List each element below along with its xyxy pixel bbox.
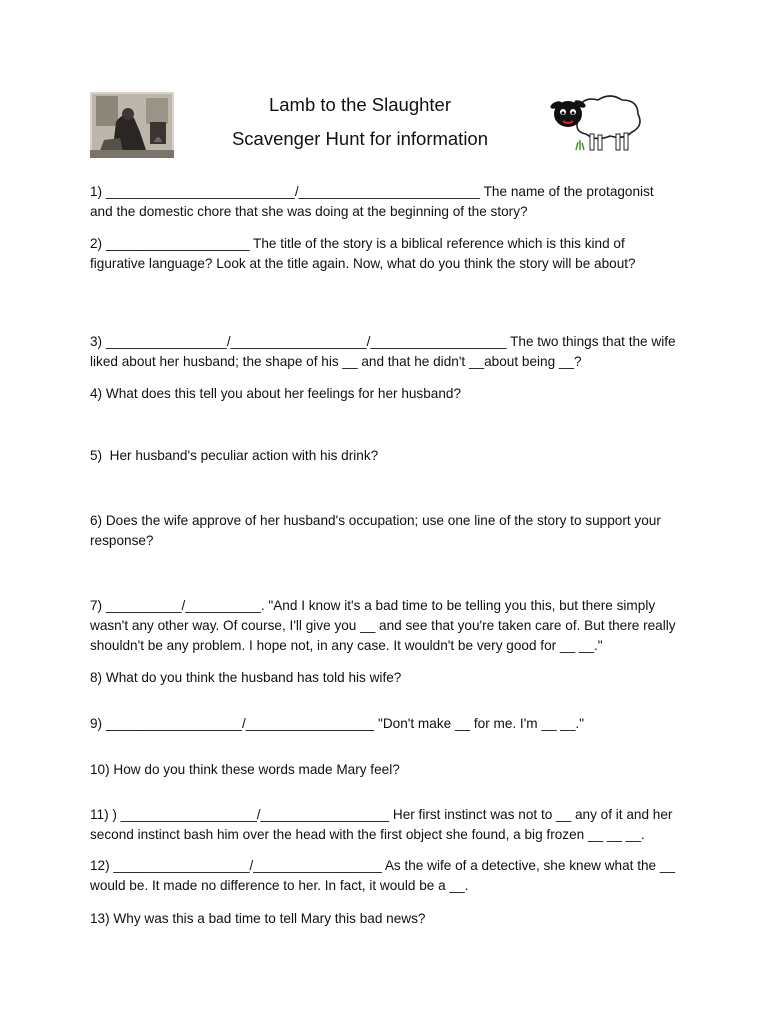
question-12: 12) __________________/_________________ As the wife of a detective, she knew what the __ would be. It made no difference to her. In fact, it would be a __. [90,858,679,893]
question-1: 1) _________________________/________________________ The name of the protagonist and the domestic chore that she was doing at the beginning of the story? [90,184,658,219]
question-11: 11) ) __________________/_________________ Her first instinct was not to __ any of it and her second instinct bash him over the head with the first object she found, a big frozen __ __ __. [90,807,677,842]
question-5: 5) Her husband's peculiar action with his drink? [90,448,379,463]
question-6: 6) Does the wife approve of her husband's occupation; use one line of the story to support your response? [90,513,665,548]
question-4: 4) What does this tell you about her feelings for her husband? [90,386,462,401]
question-9: 9) __________________/_________________ "Don't make __ for me. I'm __ __." [90,716,585,731]
page-subtitle: Scavenger Hunt for information [231,128,489,149]
fireside-illustration [90,92,174,158]
question-3: 3) ________________/__________________/__________________ The two things that the wife liked about her husband; the shape of his __ and that he didn't __about being __? [90,334,680,369]
page-title: Lamb to the Slaughter [268,94,452,115]
question-10: 10) How do you think these words made Mary feel? [90,762,400,777]
question-13: 13) Why was this a bad time to tell Mary this bad news? [90,911,426,926]
question-8: 8) What do you think the husband has told his wife? [90,670,402,685]
question-2: 2) ___________________ The title of the story is a biblical reference which is this kind of figurative language? Look at the title again. Now, what do you think the story will be about? [90,236,636,271]
question-7: 7) __________/__________. "And I know it's a bad time to be telling you this, but there simply wasn't any other way. Of course, I'll give you __ and see that you're taken care of. But there really shouldn't be any problem. I hope not, in any case. It wouldn't be very good for __ __." [90,598,680,653]
sheep-icon [548,88,644,154]
